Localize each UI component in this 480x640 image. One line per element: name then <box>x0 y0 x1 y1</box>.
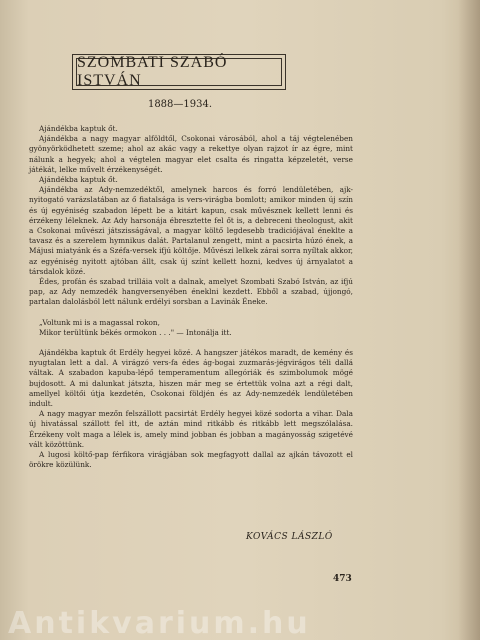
paragraph: Ajándékba a nagy magyar alföldtől, Csokonai városából, ahol a táj végtelenében gyönyörködhetett szeme; ahol az akác vagy a rekettye olyan rajzot ír az égre, mint nálunk a hegyek; ahol a végtelen magyar elet csalta és ringatta képzeletét, verse játékát, lelke művelt érzékenységét. <box>29 134 353 174</box>
author-signature: KOVÁCS LÁSZLÓ <box>246 532 333 542</box>
life-dates: 1888—1934. <box>147 99 213 110</box>
verse-line: „Voltunk mi is a magassal rokon, <box>39 317 160 327</box>
page-number: 473 <box>333 574 352 584</box>
paragraph: Ajándékba kaptuk őt. <box>39 175 118 185</box>
paragraph: Ajándékba az Ady-nemzedéktől, amelynek harcos és forró lendületében, ajk-nyitogató varázslatában az ő fiatalsága is vers-virágba bomlott; amikor minden új szín és új egyéniség szabadon lépett be a kitárt kapun, csak művésznek kellett lenni és érzékeny léleknek. Az Ady harsonája ébresztette fel őt is, a debreceni theologust, akit a Csokonai művészi játszisságával, a magyar költő legdesebb tradiciójával éneklte a tavasz és a szerelem hymnikus dalát. Partalanul zengett, mint a pacsirta húzó ének, a Májusi miatyánk és a Széfa-versek ifjú költője. Művészi lelkek zárai sorra nyíltak akkor, az egyéniség nyitott ajtóban állt, csak új színt kellett hozni, kedves új árnyalatot a társdalok közé. <box>29 185 353 276</box>
watermark-text: Antikvarium.hu <box>8 606 311 640</box>
paragraph: Édes, profán és szabad trilláia volt a dalnak, amelyet Szombati Szabó István, az ifjú pap, az Ady nemzedék hangversenyében éneklni kezdett. Ebből a szabad, újjongó, partalan dalolásból lett nálunk erdélyi sorsban a Lavinák Éneke. <box>29 277 353 307</box>
paragraph: Ajándékba kaptuk őt. <box>39 124 118 133</box>
paragraph: Ajándékba kaptuk őt Erdély hegyei közé. A hangszer játékos maradt, de kemény és nyugtalan lett a dal. A virágzó vers-fa édes ág-bogai zuzmarás-jégvirágos téli dallá váltak. A szabadon kapuba-lépő temperamentum allegóriák és szimbolumok mögé bujdosott. A mi dalunkat játszta, hiszen már meg se értettük volna azt a régi dalt, amellyel költői útja kezdetén, Csokonai földjén és az Ady-nemzedék lendületében indult. <box>29 348 353 409</box>
verse-quote <box>39 318 353 338</box>
title-frame <box>72 54 286 90</box>
article-title: SZOMBATI SZABÓ ISTVÁN <box>76 58 282 86</box>
paragraph: A nagy magyar mezőn felszállott pacsirtát Erdély hegyei közé sodorta a vihar. Dala új hivatással szállott fel itt, de aztán mind ritkább és ritkább lett megszólalása. Érzékeny volt maga a lélek is, amely mind jobban és jobban a magányosság szigetévé vált közöttünk. <box>29 409 353 449</box>
paragraph: A lugosi költő-pap férfikora virágjában sok megfagyott dallal az ajkán távozott el örökre közülünk. <box>29 450 353 470</box>
verse-line: Mikor terültünk békés ormokon . . ." — Intonálja itt. <box>39 327 232 337</box>
article-body <box>29 124 353 471</box>
page-spine-shadow <box>458 0 480 640</box>
